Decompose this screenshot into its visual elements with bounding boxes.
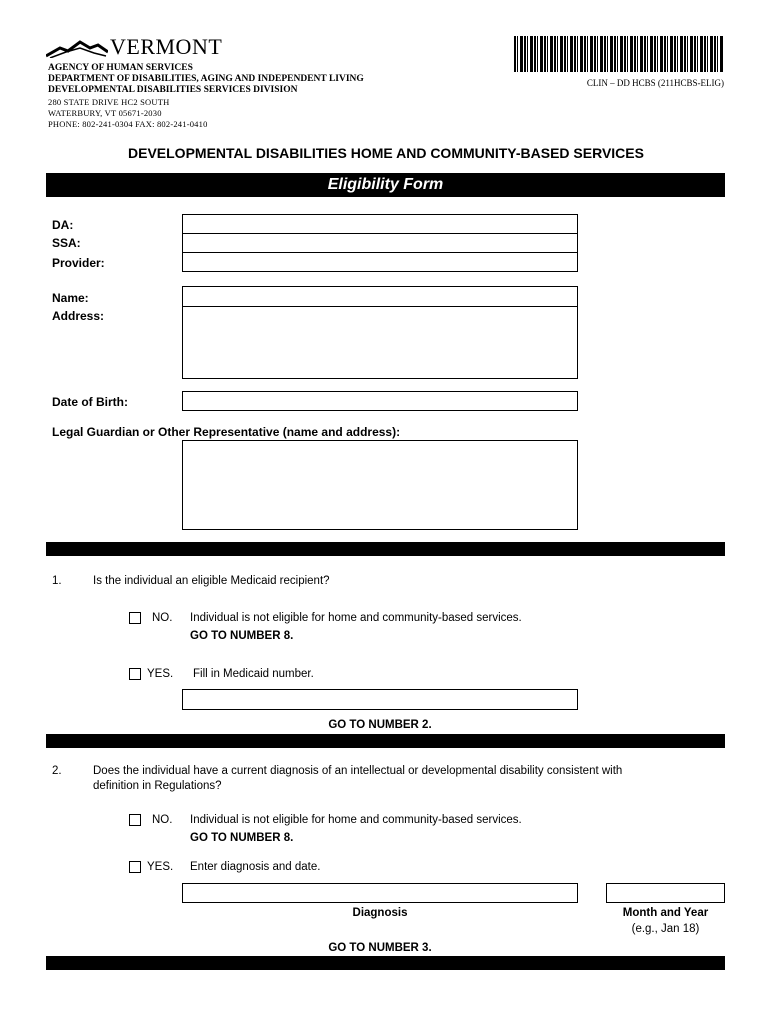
form-code: CLIN – DD HCBS (211HCBS-ELIG)	[586, 78, 724, 88]
diagnosis-label: Diagnosis	[352, 907, 408, 919]
agency-block	[48, 63, 468, 96]
q1-no-goto: GO TO NUMBER 8.	[190, 630, 294, 642]
state-logo	[46, 34, 226, 60]
title-banner	[46, 173, 725, 197]
guardian-label: Legal Guardian or Other Representative (name and address):	[52, 425, 401, 439]
q1-goto: GO TO NUMBER 2.	[328, 719, 432, 731]
q2-number: 2.	[52, 765, 62, 777]
month-year-label: Month and Year	[622, 907, 709, 919]
q2-goto: GO TO NUMBER 3.	[328, 942, 432, 954]
q2-text-line2: definition in Regulations?	[93, 780, 222, 792]
q2-yes-label: YES.	[147, 861, 174, 873]
barcode	[514, 36, 724, 72]
q1-no-checkbox[interactable]	[129, 612, 141, 624]
provider-field[interactable]	[182, 252, 578, 272]
address-line: WATERBURY, VT 05671-2030	[48, 108, 162, 118]
name-label: Name:	[52, 291, 89, 305]
guardian-field[interactable]	[182, 440, 578, 530]
name-field[interactable]	[182, 286, 578, 307]
agency-line: DEVELOPMENTAL DISABILITIES SERVICES DIVISION	[48, 85, 298, 95]
q1-no-text: Individual is not eligible for home and community-based services.	[190, 612, 522, 624]
dob-field[interactable]	[182, 391, 578, 411]
dob-label: Date of Birth:	[52, 395, 128, 409]
banner-text: Eligibility Form	[327, 176, 444, 193]
q2-yes-text: Enter diagnosis and date.	[190, 861, 321, 873]
q2-no-text: Individual is not eligible for home and community-based services.	[190, 814, 522, 826]
q1-no-label: NO.	[152, 612, 173, 624]
provider-label: Provider:	[52, 256, 105, 270]
mountain-logo-icon	[46, 36, 108, 58]
page-title: DEVELOPMENTAL DISABILITIES HOME AND COMMUNITY-BASED SERVICES	[128, 145, 644, 161]
section-divider	[46, 542, 725, 556]
da-field[interactable]	[182, 214, 578, 234]
address-field[interactable]	[182, 306, 578, 379]
month-year-field[interactable]	[606, 883, 725, 903]
logo-text: VERMONT	[110, 34, 223, 59]
section-divider	[46, 734, 725, 748]
q2-no-goto: GO TO NUMBER 8.	[190, 832, 294, 844]
address-label: Address:	[52, 309, 105, 323]
q2-no-label: NO.	[152, 814, 173, 826]
section-divider	[46, 956, 725, 970]
month-year-example: (e.g., Jan 18)	[631, 923, 700, 935]
address-line: PHONE: 802-241-0304 FAX: 802-241-0410	[48, 119, 208, 129]
q2-no-checkbox[interactable]	[129, 814, 141, 826]
ssa-field[interactable]	[182, 233, 578, 253]
address-block	[48, 97, 348, 130]
ssa-label: SSA:	[52, 236, 81, 250]
q1-yes-text: Fill in Medicaid number.	[193, 668, 314, 680]
q1-text: Is the individual an eligible Medicaid recipient?	[93, 575, 330, 587]
q1-yes-checkbox[interactable]	[129, 668, 141, 680]
diagnosis-field[interactable]	[182, 883, 578, 903]
q2-yes-checkbox[interactable]	[129, 861, 141, 873]
agency-line: DEPARTMENT OF DISABILITIES, AGING AND INDEPENDENT LIVING	[48, 74, 364, 84]
q1-number: 1.	[52, 575, 62, 587]
medicaid-number-field[interactable]	[182, 689, 578, 710]
q2-text-line1: Does the individual have a current diagnosis of an intellectual or developmental disability consistent with	[93, 765, 623, 777]
agency-line: AGENCY OF HUMAN SERVICES	[48, 63, 193, 73]
da-label: DA:	[52, 218, 74, 232]
address-line: 280 STATE DRIVE HC2 SOUTH	[48, 97, 170, 107]
q1-yes-label: YES.	[147, 668, 174, 680]
